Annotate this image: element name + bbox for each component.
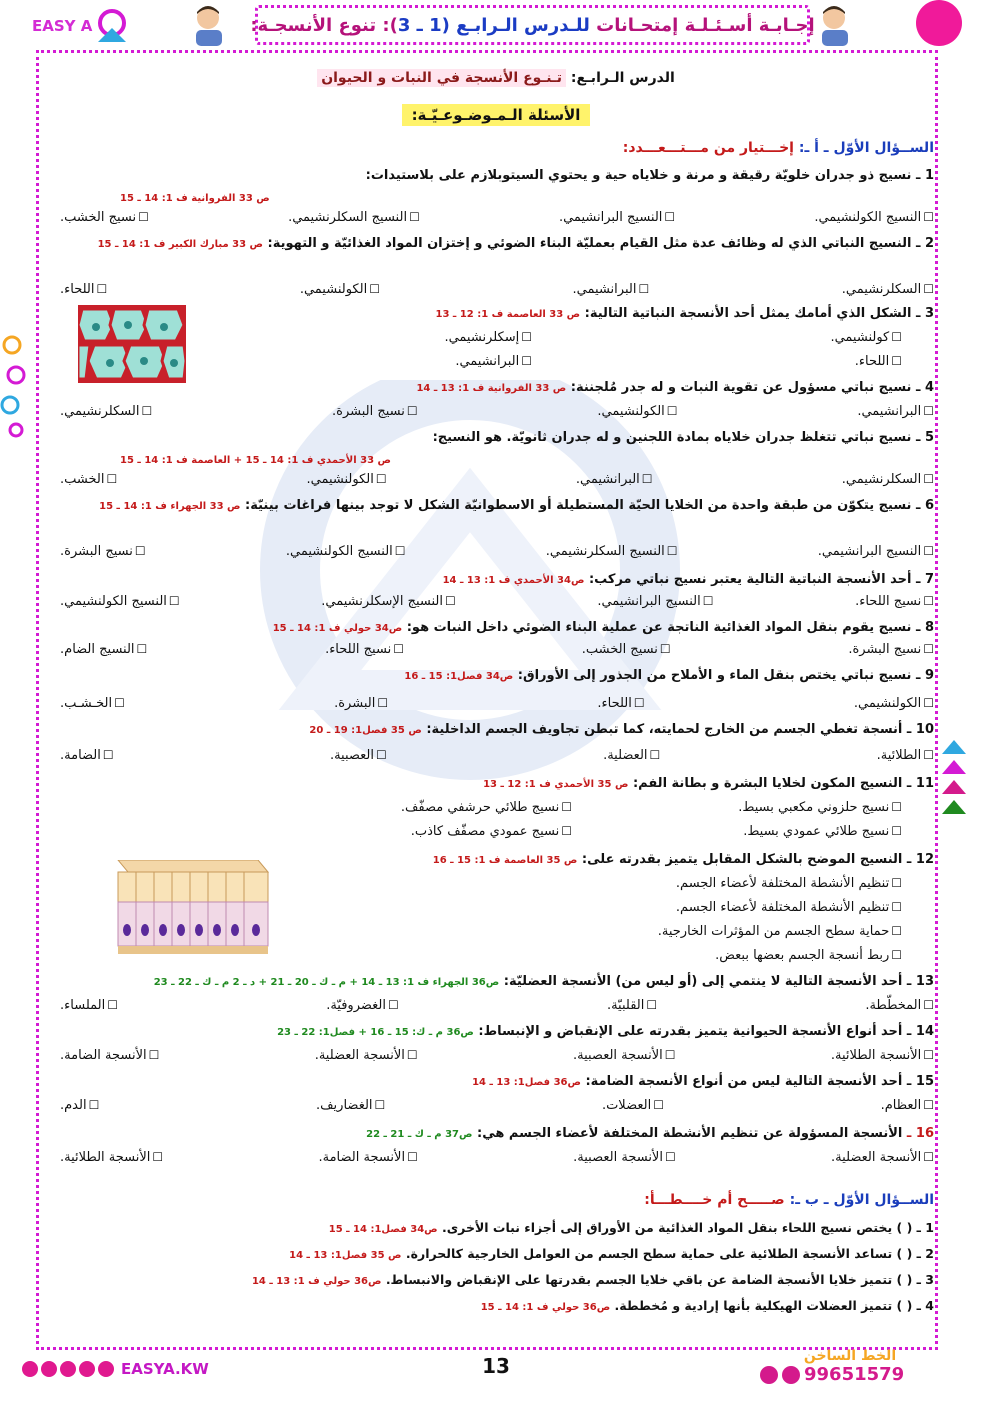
question-11: 11 ـ النسيج المكون لخلايا البشرة و بطانة الفم: ص 35 الأحمدي ف 1: 12 ـ 13	[483, 776, 934, 791]
question-1: 1 ـ نسيج ذو جدران خلويّة رقيقة و مرنة و خلاياه حية و يحتوي السيتوبلازم على بلاستيدات:	[365, 168, 934, 183]
easy-a-logo	[28, 8, 132, 44]
option-checkbox[interactable]: ☐ اللحاء.	[597, 696, 644, 711]
footer-contact	[760, 1348, 940, 1385]
option-checkbox[interactable]: ☐ الأنسجة الطلائية.	[60, 1150, 163, 1165]
footer-brand: EASYA.KW	[121, 1360, 209, 1378]
question-4-options	[60, 404, 934, 419]
option-checkbox[interactable]: ☐ السكلرنشيمي.	[60, 404, 152, 419]
option-checkbox[interactable]: ☐ العظام.	[881, 1098, 934, 1113]
option-checkbox[interactable]: ☐ الملساء.	[60, 998, 118, 1013]
option-checkbox[interactable]: ☐ نسيج حلزوني مكعبي بسيط.	[738, 800, 902, 815]
question-ref: ص 35 الأحمدي ف 1: 12 ـ 13	[483, 779, 629, 790]
section-a-heading: الســؤال الأوّل ـ أ ـ: إخـــتيار من مـــتـــعـــدد:	[622, 140, 934, 156]
question-10-options	[60, 748, 934, 763]
option-checkbox[interactable]: ☐ العضلات.	[602, 1098, 664, 1113]
question-6: 6 ـ نسيج يتكوّن من طبقة واحدة من الخلايا الحيّة المستطيلة أو الاسطوانيّة الشكل لا توجد بينها فراغات بينيّة: ص 33 الجهراء ف 1: 14 ـ 15	[99, 498, 934, 513]
option-checkbox[interactable]: ☐ الأنسجة العضلية.	[315, 1048, 418, 1063]
hotline-label: الخط الساخن	[803, 1348, 897, 1364]
question-ref: ص36 م ـ ك: 15 ـ 16 + فصل1: 22 ـ 23	[277, 1027, 474, 1038]
option-checkbox[interactable]: ☐ نسيج اللحاء.	[855, 594, 934, 609]
option-checkbox[interactable]: ☐ الأنسجة العضلية.	[831, 1150, 934, 1165]
option-checkbox[interactable]: ☐ البرانشيمي.	[455, 354, 532, 369]
logo-mark-icon	[92, 8, 132, 44]
question-16: 16 ـ الأنسجة المسؤولة عن تنظيم الأنشطة المختلفة لأعضاء الجسم هي: ص37 م ـ ك ـ 21 ـ 22	[366, 1126, 934, 1141]
question-ref: ص 33 الجهراء ف 1: 14 ـ 15	[99, 501, 241, 512]
question-16-options	[60, 1150, 934, 1165]
question-ref: ص 33 الأحمدي ف 1: 14 ـ 15 + العاصمة ف 1: 14 ـ 15	[120, 455, 391, 466]
option-checkbox[interactable]: ☐ تنظيم الأنشطة المختلفة لأعضاء الجسم.	[676, 876, 902, 891]
section-b-heading: الســؤال الأوّل ـ ب ـ: صـــــح أم خــــطـــأ:	[644, 1192, 934, 1208]
option-checkbox[interactable]: ☐ النسيج الكولنشيمي.	[814, 210, 934, 225]
option-checkbox[interactable]: ☐ العصبية.	[330, 748, 387, 763]
question-14: 14 ـ أحد أنواع الأنسجة الحيوانية يتميز بقدرته على الإنقباض و الإنبساط: ص36 م ـ ك: 15 ـ 16 + فصل1: 22 ـ 23	[277, 1024, 934, 1039]
question-7: 7 ـ أحد الأنسجة النباتية التالية يعتبر نسيج نباتي مركب: ص34 الأحمدي ف 1: 13 ـ 14	[442, 572, 934, 587]
question-ref: ص 33 مبارك الكبير ف 1: 14 ـ 15	[97, 239, 263, 250]
question-ref: ص34 فصل1: 15 ـ 16	[404, 671, 514, 682]
question-ref: ص 33 الفروانية ف 1: 13 ـ 14	[416, 383, 567, 394]
option-checkbox[interactable]: ☐ الخشب.	[60, 472, 117, 487]
question-ref: ص 33 الفروانية ف 1: 14 ـ 15	[120, 193, 270, 204]
option-checkbox[interactable]: ☐ ربط أنسجة الجسم بعضها ببعض.	[715, 948, 902, 963]
question-2-options	[60, 282, 934, 297]
option-checkbox[interactable]: ☐ الأنسجة العصبية.	[573, 1048, 676, 1063]
question-ref: ص 35 فصل1: 19 ـ 20	[309, 725, 422, 736]
question-8: 8 ـ نسيج يقوم بنقل المواد الغذائية الناتجة عن عملية البناء الضوئي داخل النبات هو: ص34 حولي ف 1: 14 ـ 15	[272, 620, 934, 635]
question-10: 10 ـ أنسجة تغطي الجسم من الخارج لحمايته، كما تبطن تجاويف الجسم الداخلية: ص 35 فصل1: 19 ـ 20	[309, 722, 934, 737]
option-checkbox[interactable]: ☐ النسيج الضام.	[60, 642, 147, 657]
option-checkbox[interactable]: ☐ النسيج الكولنشيمي.	[60, 594, 180, 609]
truefalse-4: 4 ـ ( ) تتميز العضلات الهيكلية بأنها إرادية و مُخططة. ص36 حولي ف 1: 14 ـ 15	[480, 1298, 934, 1313]
question-6-options	[60, 544, 934, 559]
option-checkbox[interactable]: ☐ القلبيّة.	[607, 998, 657, 1013]
option-checkbox[interactable]: ☐ كولنشيمي.	[830, 330, 902, 345]
option-checkbox[interactable]: ☐ المخطّطة.	[865, 998, 934, 1013]
lesson-title: الدرس الـرابـع: تـنـوع الأنسجة في النبات و الحيوان	[0, 70, 992, 86]
page-number: 13	[482, 1354, 510, 1378]
option-checkbox[interactable]: ☐ إسكلرنشيمي.	[444, 330, 532, 345]
side-circles-decoration	[0, 330, 28, 440]
option-checkbox[interactable]: ☐ نسيج البشرة.	[60, 544, 146, 559]
option-checkbox[interactable]: ☐ نسيج البشرة.	[848, 642, 934, 657]
question-15: 15 ـ أحد الأنسجة التالية ليس من أنواع الأنسجة الضامة: ص36 فصل1: 13 ـ 14	[472, 1074, 934, 1089]
option-checkbox[interactable]: ☐ نسيج طلائي حرشفي مصفّف.	[401, 800, 572, 815]
option-checkbox[interactable]: ☐ الكولنشيمي.	[597, 404, 677, 419]
option-checkbox[interactable]: ☐ السكلرنشيمي.	[842, 472, 934, 487]
question-13-options	[60, 998, 934, 1013]
option-checkbox[interactable]: ☐ حماية سطح الجسم من المؤثرات الخارجية.	[658, 924, 902, 939]
phone-icon	[782, 1366, 800, 1384]
option-checkbox[interactable]: ☐ النسيج البرانشيمي.	[559, 210, 675, 225]
question-15-options	[60, 1098, 934, 1113]
option-checkbox[interactable]: ☐ البرانشيمي.	[857, 404, 934, 419]
option-checkbox[interactable]: ☐ النسيج الإسكلرنشيمي.	[321, 594, 456, 609]
option-checkbox[interactable]: ☐ الأنسجة الطلائية.	[831, 1048, 934, 1063]
question-ref: ص 35 العاصمة ف 1: 15 ـ 16	[432, 855, 578, 866]
option-checkbox[interactable]: ☐ الكولنشيمي.	[306, 472, 386, 487]
whatsapp-icon	[760, 1366, 778, 1384]
question-4: 4 ـ نسيج نباتي مسؤول عن تقوية النبات و له جدر مُلجننة: ص 33 الفروانية ف 1: 13 ـ 14	[416, 380, 934, 395]
question-ref: ص34 الأحمدي ف 1: 13 ـ 14	[442, 575, 585, 586]
side-triangles-decoration	[942, 740, 966, 830]
option-checkbox[interactable]: ☐ البرانشيمي.	[576, 472, 653, 487]
option-checkbox[interactable]: ☐ النسيج البرانشيمي.	[818, 544, 934, 559]
question-3: 3 ـ الشكل الذي أمامك يمثل أحد الأنسجة النباتية التالية: ص 33 العاصمة ف 1: 12 ـ 13	[435, 306, 934, 321]
question-14-options	[60, 1048, 934, 1063]
parenchyma-cells-image	[78, 305, 186, 383]
truefalse-3: 3 ـ ( ) تتميز خلايا الأنسجة الضامة عن باقي خلايا الجسم بقدرتها على الإنقباض والانبساط. ص36 حولي ف 1: 13 ـ 14	[251, 1272, 934, 1287]
phone-number[interactable]: 99651579	[760, 1364, 940, 1385]
option-checkbox[interactable]: ☐ السكلرنشيمي.	[842, 282, 934, 297]
option-checkbox[interactable]: ☐ نسيج الخشب.	[60, 210, 149, 225]
question-ref: ص 33 العاصمة ف 1: 12 ـ 13	[435, 309, 581, 320]
truefalse-2: 2 ـ ( ) تساعد الأنسجة الطلائية على حماية سطح الجسم من العوامل الخارجية كالحرارة. ص 35 فصل1: 13 ـ 14	[289, 1246, 934, 1261]
question-7-options	[60, 594, 934, 609]
option-checkbox[interactable]: ☐ الخـشـب.	[60, 696, 125, 711]
question-9-options	[60, 696, 934, 711]
thinking-boy-icon	[186, 4, 232, 46]
page-header	[0, 0, 992, 50]
thinking-boy-icon	[812, 4, 858, 46]
option-checkbox[interactable]: ☐ الطلائية.	[877, 748, 934, 763]
option-checkbox[interactable]: ☐ الضامة.	[60, 748, 114, 763]
question-8-options	[60, 642, 934, 657]
option-checkbox[interactable]: ☐ نسيج الخشب.	[582, 642, 671, 657]
question-1-options	[60, 210, 934, 225]
option-checkbox[interactable]: ☐ تنظيم الأنشطة المختلفة لأعضاء الجسم.	[676, 900, 902, 915]
page-title: إجـابـة أسـئـلـة إمتحـانات للـدرس الـرابـع (1 ـ 3): تنوع الأنسجـة:	[250, 14, 815, 36]
option-checkbox[interactable]: ☐ الأنسجة الضامة.	[60, 1048, 159, 1063]
question-13: 13 ـ أحد الأنسجة التالية لا ينتمي إلى (أو ليس من) الأنسجة العضليّة: ص36 الجهراء ف 1: 13 ـ 14 + م ـ ك ـ 20 ـ 21 + د ـ 2 م ـ ك ـ 22 ـ 23	[153, 974, 934, 989]
objective-questions-title: الأسئلة الـمـوضـوعـيّـة:	[0, 106, 992, 124]
question-ref: ص34 حولي ف 1: 14 ـ 15	[272, 623, 403, 634]
logo-text: EASY A	[32, 17, 93, 35]
header-title-box	[250, 5, 815, 45]
question-12: 12 ـ النسيج الموضح بالشكل المقابل يتميز بقدرته على: ص 35 العاصمة ف 1: 15 ـ 16	[432, 852, 934, 867]
option-checkbox[interactable]: ☐ النسيج الكولنشيمي.	[286, 544, 406, 559]
option-checkbox[interactable]: ☐ البرانشيمي.	[573, 282, 650, 297]
option-checkbox[interactable]: ☐ النسيج البرانشيمي.	[597, 594, 713, 609]
question-5: 5 ـ نسيج نباتي تتغلظ جدران خلاياه بمادة اللجنين و له جدران ثانويّة. هو النسيج:	[432, 430, 934, 445]
question-ref: ص37 م ـ ك ـ 21 ـ 22	[366, 1129, 473, 1140]
option-checkbox[interactable]: ☐ الدم.	[60, 1098, 99, 1113]
option-checkbox[interactable]: ☐ الغضروفيّة.	[326, 998, 399, 1013]
option-checkbox[interactable]: ☐ الغضاريف.	[316, 1098, 385, 1113]
option-checkbox[interactable]: ☐ الكولنشيمي.	[854, 696, 934, 711]
option-checkbox[interactable]: ☐ نسيج طلائي عمودي بسيط.	[743, 824, 902, 839]
option-checkbox[interactable]: ☐ البشرة.	[334, 696, 388, 711]
option-checkbox[interactable]: ☐ العضلية.	[603, 748, 660, 763]
question-ref: ص34 فصل1: 14 ـ 15	[328, 1224, 438, 1235]
question-ref: ص36 حولي ف 1: 14 ـ 15	[480, 1302, 611, 1313]
epithelial-tissue-image	[108, 860, 276, 960]
option-checkbox[interactable]: ☐ اللحاء.	[855, 354, 902, 369]
option-checkbox[interactable]: ☐ اللحاء.	[60, 282, 107, 297]
option-checkbox[interactable]: ☐ النسيج السكلرنشيمي.	[546, 544, 678, 559]
question-ref: ص 35 فصل1: 13 ـ 14	[289, 1250, 402, 1261]
question-5-options	[60, 472, 934, 487]
option-checkbox[interactable]: ☐ الكولنشيمي.	[300, 282, 380, 297]
option-checkbox[interactable]: ☐ الأنسجة الضامة.	[318, 1150, 417, 1165]
question-2: 2 ـ النسيج النباتي الذي له وظائف عدة مثل القيام بعمليّة البناء الضوئي و إختزان المواد الغذائيّة و التهوية: ص 33 مبارك الكبير ف 1: 14 ـ 15	[97, 236, 934, 251]
corner-badge	[916, 0, 962, 46]
question-9: 9 ـ نسيج نباتي يختص بنقل الماء و الأملاح من الجذور إلى الأوراق: ص34 فصل1: 15 ـ 16	[404, 668, 934, 683]
option-checkbox[interactable]: ☐ نسيج عمودي مصفّف كاذب.	[411, 824, 572, 839]
question-ref: ص36 فصل1: 13 ـ 14	[472, 1077, 581, 1088]
question-ref: ص36 حولي ف 1: 13 ـ 14	[251, 1276, 382, 1287]
option-checkbox[interactable]: ☐ نسيج البشرة.	[332, 404, 418, 419]
truefalse-1: 1 ـ ( ) يختص نسيج اللحاء بنقل المواد الغذائية من الأوراق إلى أجزاء نبات الأخرى. ص34 فصل1: 14 ـ 15	[328, 1220, 934, 1235]
option-checkbox[interactable]: ☐ الأنسجة العصبية.	[573, 1150, 676, 1165]
question-ref: ص36 الجهراء ف 1: 13 ـ 14 + م ـ ك ـ 20 ـ 21 + د ـ 2 م ـ ك ـ 22 ـ 23	[153, 977, 500, 988]
option-checkbox[interactable]: ☐ النسيج السكلرنشيمي.	[288, 210, 420, 225]
option-checkbox[interactable]: ☐ نسيج اللحاء.	[325, 642, 404, 657]
